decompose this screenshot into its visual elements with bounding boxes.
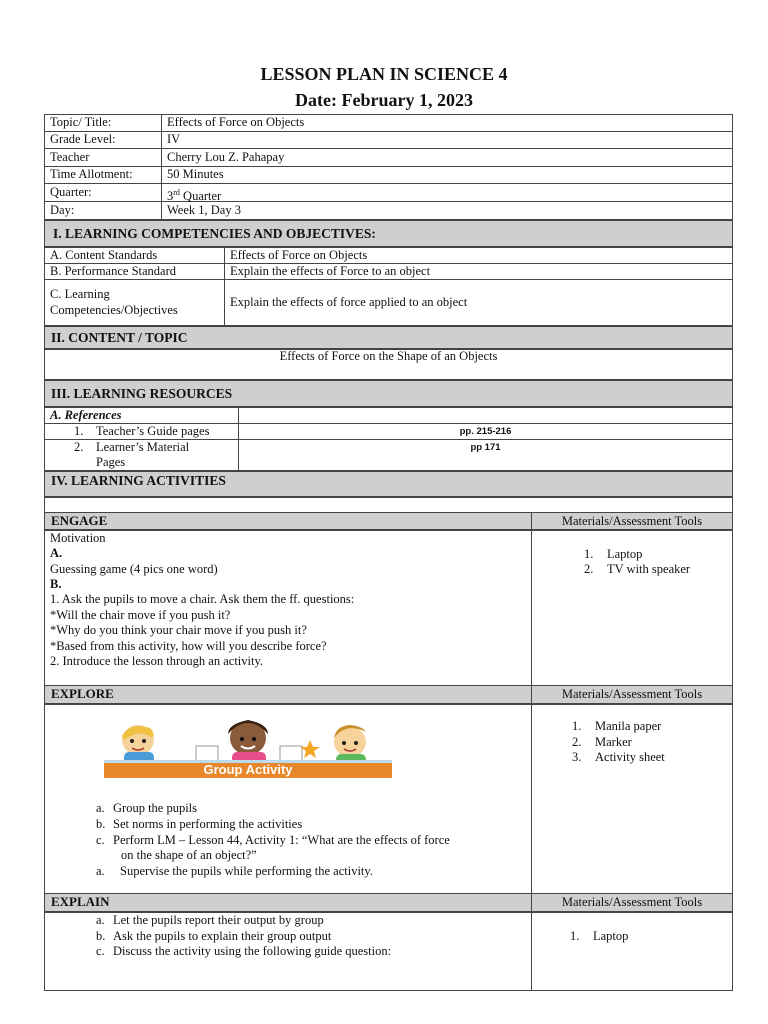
explore-line-1: Set norms in performing the activities: [113, 817, 303, 831]
tg-label: Teacher’s Guide pages: [96, 424, 210, 438]
section3-heading: III. LEARNING RESOURCES: [51, 386, 233, 401]
content-topic: Effects of Force on the Shape of an Objects: [279, 349, 498, 363]
engage-line-0: Motivation: [50, 531, 106, 545]
content-standards-label: A. Content Standards: [50, 248, 158, 262]
day-label: Day:: [50, 203, 75, 217]
section4-heading-band: [44, 471, 733, 497]
engage-line-3: B.: [50, 577, 62, 591]
explore-line-0: Group the pupils: [113, 801, 198, 815]
day-value: Week 1, Day 3: [167, 203, 241, 217]
performance-standard-label: B. Performance Standard: [50, 264, 177, 278]
quarter-label: Quarter:: [50, 185, 92, 199]
tg-num: 1.: [74, 424, 84, 438]
section3-heading-band: [44, 380, 733, 407]
explore-material-1: Marker: [595, 735, 632, 749]
explain-num-1: b.: [96, 929, 106, 943]
explain-material-0: Laptop: [593, 929, 629, 943]
lm-label-2: Pages: [96, 455, 126, 469]
engage-material-num-1: 2.: [584, 562, 594, 576]
explain-heading-band: [44, 893, 733, 912]
explore-materials-heading: Materials/Assessment Tools: [561, 687, 703, 701]
topic-label: Topic/ Title:: [50, 115, 112, 129]
quarter-value: 3rd Quarter: [167, 188, 222, 204]
competencies-label-1: C. Learning: [50, 287, 110, 301]
explore-num-1: b.: [96, 817, 106, 831]
engage-line-2: Guessing game (4 pics one word): [50, 562, 218, 576]
performance-standard-value: Explain the effects of Force to an object: [230, 264, 431, 278]
engage-line-4: 1. Ask the pupils to move a chair. Ask them the ff. questions:: [50, 592, 355, 606]
engage-material-num-0: 1.: [584, 547, 594, 561]
explain-num-0: a.: [96, 913, 105, 927]
spacer-row: [44, 497, 733, 513]
explain-line-2: Discuss the activity using the following guide question:: [113, 944, 392, 958]
explore-material-num-1: 2.: [572, 735, 582, 749]
lm-num: 2.: [74, 440, 84, 454]
competencies-value: Explain the effects of force applied to an object: [230, 295, 468, 309]
explore-num-0: a.: [96, 801, 105, 815]
section2-heading: II. CONTENT / TOPIC: [51, 330, 188, 345]
group-activity-illustration: [100, 716, 396, 780]
group-activity-banner-text: Group Activity: [203, 762, 293, 777]
content-standards-value: Effects of Force on Objects: [230, 248, 368, 262]
time-label: Time Allotment:: [50, 167, 133, 181]
references-label: A. References: [50, 408, 122, 422]
explore-heading: EXPLORE: [51, 686, 114, 701]
engage-line-8: 2. Introduce the lesson through an activity.: [50, 654, 264, 668]
teacher-value: Cherry Lou Z. Pahapay: [167, 150, 285, 164]
section1-heading: I. LEARNING COMPETENCIES AND OBJECTIVES:: [53, 226, 376, 241]
explore-heading-band: [44, 685, 733, 704]
explore-material-0: Manila paper: [595, 719, 662, 733]
competencies-label-2: Competencies/Objectives: [50, 303, 178, 317]
engage-material-0: Laptop: [607, 547, 643, 561]
section1-heading-band: [44, 220, 733, 247]
grade-value: IV: [167, 132, 181, 146]
tg-pages: pp. 215-216: [459, 426, 512, 437]
explain-materials-heading: Materials/Assessment Tools: [561, 895, 703, 909]
explore-material-num-0: 1.: [572, 719, 582, 733]
lesson-date: Date: February 1, 2023: [295, 90, 473, 110]
explore-material-2: Activity sheet: [595, 750, 665, 764]
engage-line-6: *Why do you think your chair move if you push it?: [50, 623, 307, 637]
page-title: LESSON PLAN IN SCIENCE 4: [260, 64, 508, 84]
time-value: 50 Minutes: [167, 167, 224, 181]
engage-line-5: *Will the chair move if you push it?: [50, 608, 231, 622]
engage-materials-heading: Materials/Assessment Tools: [561, 514, 703, 528]
engage-line-1: A.: [50, 546, 63, 560]
grade-label: Grade Level:: [50, 132, 116, 146]
lm-label-1: Learner’s Material: [96, 440, 190, 454]
explore-line-2: Perform LM – Lesson 44, Activity 1: “What are the effects of force: [113, 833, 450, 847]
section4-heading: IV. LEARNING ACTIVITIES: [51, 473, 226, 488]
engage-material-1: TV with speaker: [607, 562, 691, 576]
lm-pages: pp 171: [470, 442, 501, 453]
topic-value: Effects of Force on Objects: [167, 115, 305, 129]
explain-material-num-0: 1.: [570, 929, 580, 943]
explore-num-2: c.: [96, 833, 105, 847]
engage-heading-band: [44, 512, 733, 530]
section2-heading-band: [44, 326, 733, 349]
engage-heading: ENGAGE: [51, 513, 108, 528]
explain-heading: EXPLAIN: [51, 894, 110, 909]
explain-num-2: c.: [96, 944, 105, 958]
explore-line-3: on the shape of an object?”: [121, 848, 257, 862]
explore-num-4: a.: [96, 864, 105, 878]
explain-line-1: Ask the pupils to explain their group output: [113, 929, 332, 943]
explain-line-0: Let the pupils report their output by group: [113, 913, 324, 927]
explore-line-4: Supervise the pupils while performing the activity.: [120, 864, 373, 878]
explore-material-num-2: 3.: [572, 750, 582, 764]
engage-line-7: *Based from this activity, how will you describe force?: [50, 639, 327, 653]
teacher-label: Teacher: [50, 150, 90, 164]
info-table: [44, 114, 733, 220]
